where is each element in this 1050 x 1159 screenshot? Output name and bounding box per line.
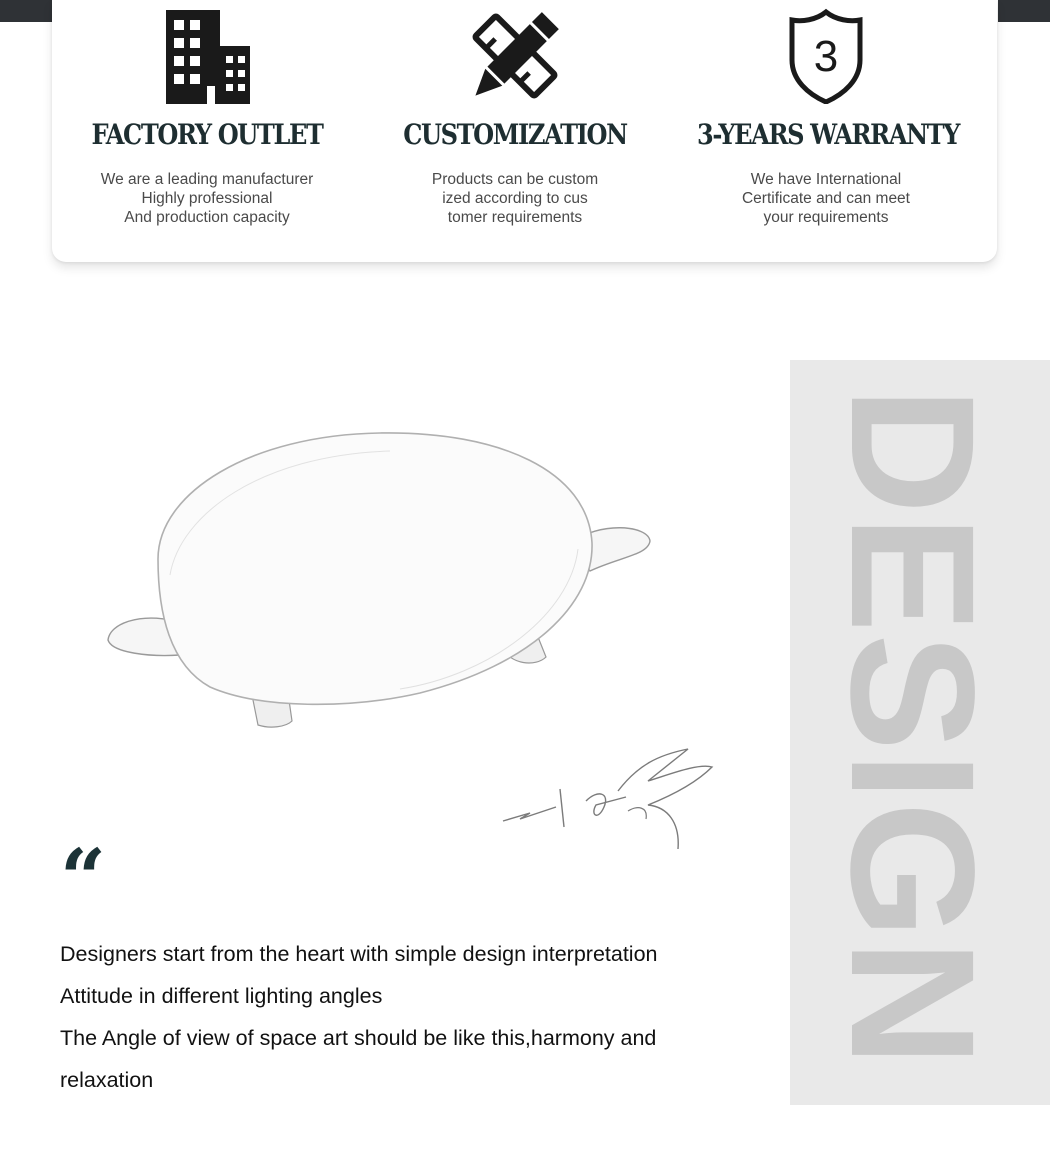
feature-description [365,170,665,227]
feature-line: Highly professional [141,190,273,207]
quote-text [60,933,760,1101]
pencil-ruler-icon [365,8,665,108]
feature-description [57,170,357,227]
feature-title: FACTORY OUTLET [91,118,323,151]
feature-line: tomer requirements [447,209,583,226]
feature-title: 3-YEARS WARRANTY [697,118,960,151]
quote-line: The Angle of view of space art should be like this,harmony and [60,1026,657,1050]
quote-mark: “ [60,831,107,925]
quote-line: Designers start from the heart with simple design interpretation [60,942,658,966]
shield-3-icon [676,8,976,108]
feature-description [676,170,976,227]
lamp-sketch-image [100,425,660,735]
quote-line: relaxation [60,1068,154,1092]
top-dark-edge-left [0,0,52,22]
buildings-icon [57,8,357,108]
top-dark-edge-right [998,0,1050,22]
feature-line: your requirements [763,209,889,226]
feature-line: ized according to cus [442,190,588,207]
feature-line: We are a leading manufacturer [100,171,314,188]
feature-line: Products can be custom [431,171,599,188]
feature-title: CUSTOMIZATION [403,118,627,151]
feature-warranty [676,0,976,262]
design-vertical-text: DESIGN [814,387,1010,1068]
features-card [52,0,997,262]
feature-line: Certificate and can meet [741,190,910,207]
feature-customization [365,0,665,262]
feature-line: And production capacity [124,209,290,226]
feature-line: We have International [750,171,902,188]
warranty-badge-number: 3 [813,32,839,81]
quote-line: Attitude in different lighting angles [60,984,383,1008]
feature-factory-outlet [57,0,357,262]
designer-signature [498,745,718,855]
